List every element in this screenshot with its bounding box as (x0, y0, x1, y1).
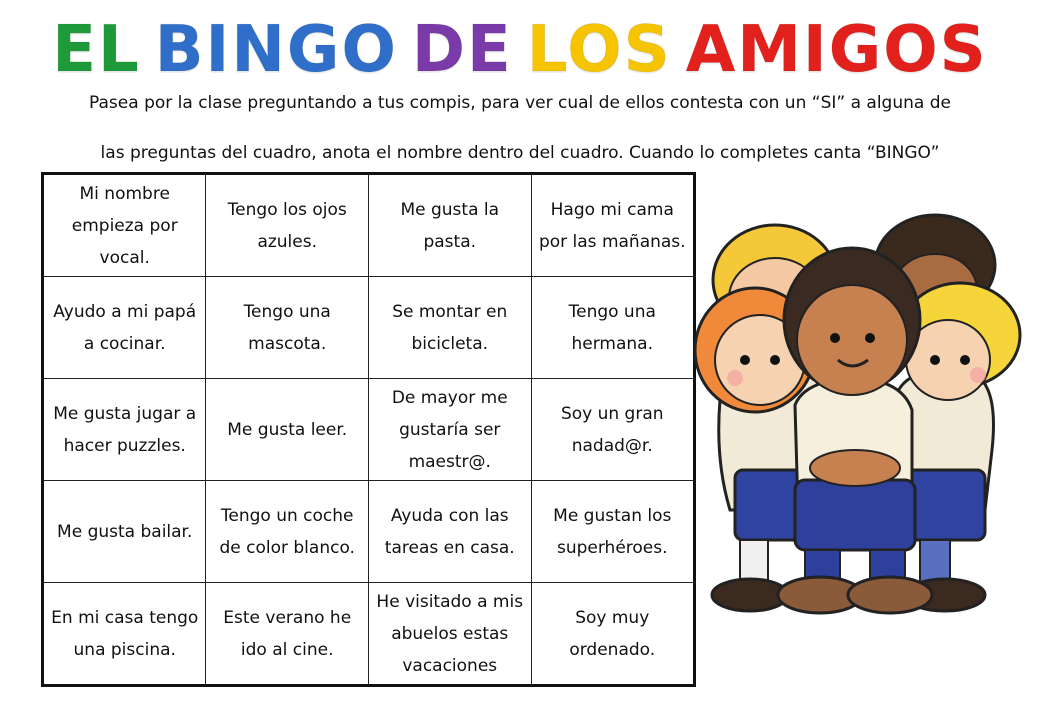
instructions-line-2: las preguntas del cuadro, anota el nombre dentro del cuadro. Cuando lo completes canta “BINGO” (100, 143, 940, 163)
bingo-cell: Me gusta leer. (206, 379, 369, 481)
bingo-cell: Ayuda con las tareas en casa. (368, 481, 531, 583)
bingo-row (43, 379, 695, 481)
bingo-cell: Soy muy ordenado. (531, 583, 694, 686)
bingo-cell: Tengo un coche de color blanco. (206, 481, 369, 583)
bingo-cell: Me gusta jugar a hacer puzzles. (43, 379, 206, 481)
bingo-grid (41, 172, 696, 687)
bingo-cell: Me gustan los superhéroes. (531, 481, 694, 583)
bingo-cell: Soy un gran nadad@r. (531, 379, 694, 481)
title-word-los: LOS (526, 13, 672, 87)
bingo-cell: Hago mi cama por las mañanas. (531, 174, 694, 277)
instructions-line-1: Pasea por la clase preguntando a tus compis, para ver cual de ellos contesta con un “SI” a alguna de (89, 93, 951, 113)
children-illustration (680, 210, 1035, 620)
title-word-amigos: AMIGOS (685, 13, 988, 87)
page-title (0, 10, 1040, 90)
bingo-cell: Me gusta la pasta. (368, 174, 531, 277)
bingo-cell: He visitado a mis abuelos estas vacaciones (368, 583, 531, 686)
bingo-cell: De mayor me gustaría ser maestr@. (368, 379, 531, 481)
bingo-row (43, 481, 695, 583)
bingo-cell: En mi casa tengo una piscina. (43, 583, 206, 686)
title-word-el: EL (52, 13, 141, 87)
child-center (778, 248, 932, 613)
bingo-row (43, 174, 695, 277)
bingo-row (43, 583, 695, 686)
bingo-cell: Tengo los ojos azules. (206, 174, 369, 277)
bingo-cell: Mi nombre empieza por vocal. (43, 174, 206, 277)
bingo-row (43, 277, 695, 379)
bingo-cell: Se montar en bicicleta. (368, 277, 531, 379)
title-word-bingo: BINGO (154, 13, 398, 87)
bingo-cell: Me gusta bailar. (43, 481, 206, 583)
bingo-cell: Este verano he ido al cine. (206, 583, 369, 686)
bingo-cell: Tengo una mascota. (206, 277, 369, 379)
bingo-cell: Tengo una hermana. (531, 277, 694, 379)
title-word-de: DE (411, 13, 513, 87)
bingo-cell: Ayudo a mi papá a cocinar. (43, 277, 206, 379)
